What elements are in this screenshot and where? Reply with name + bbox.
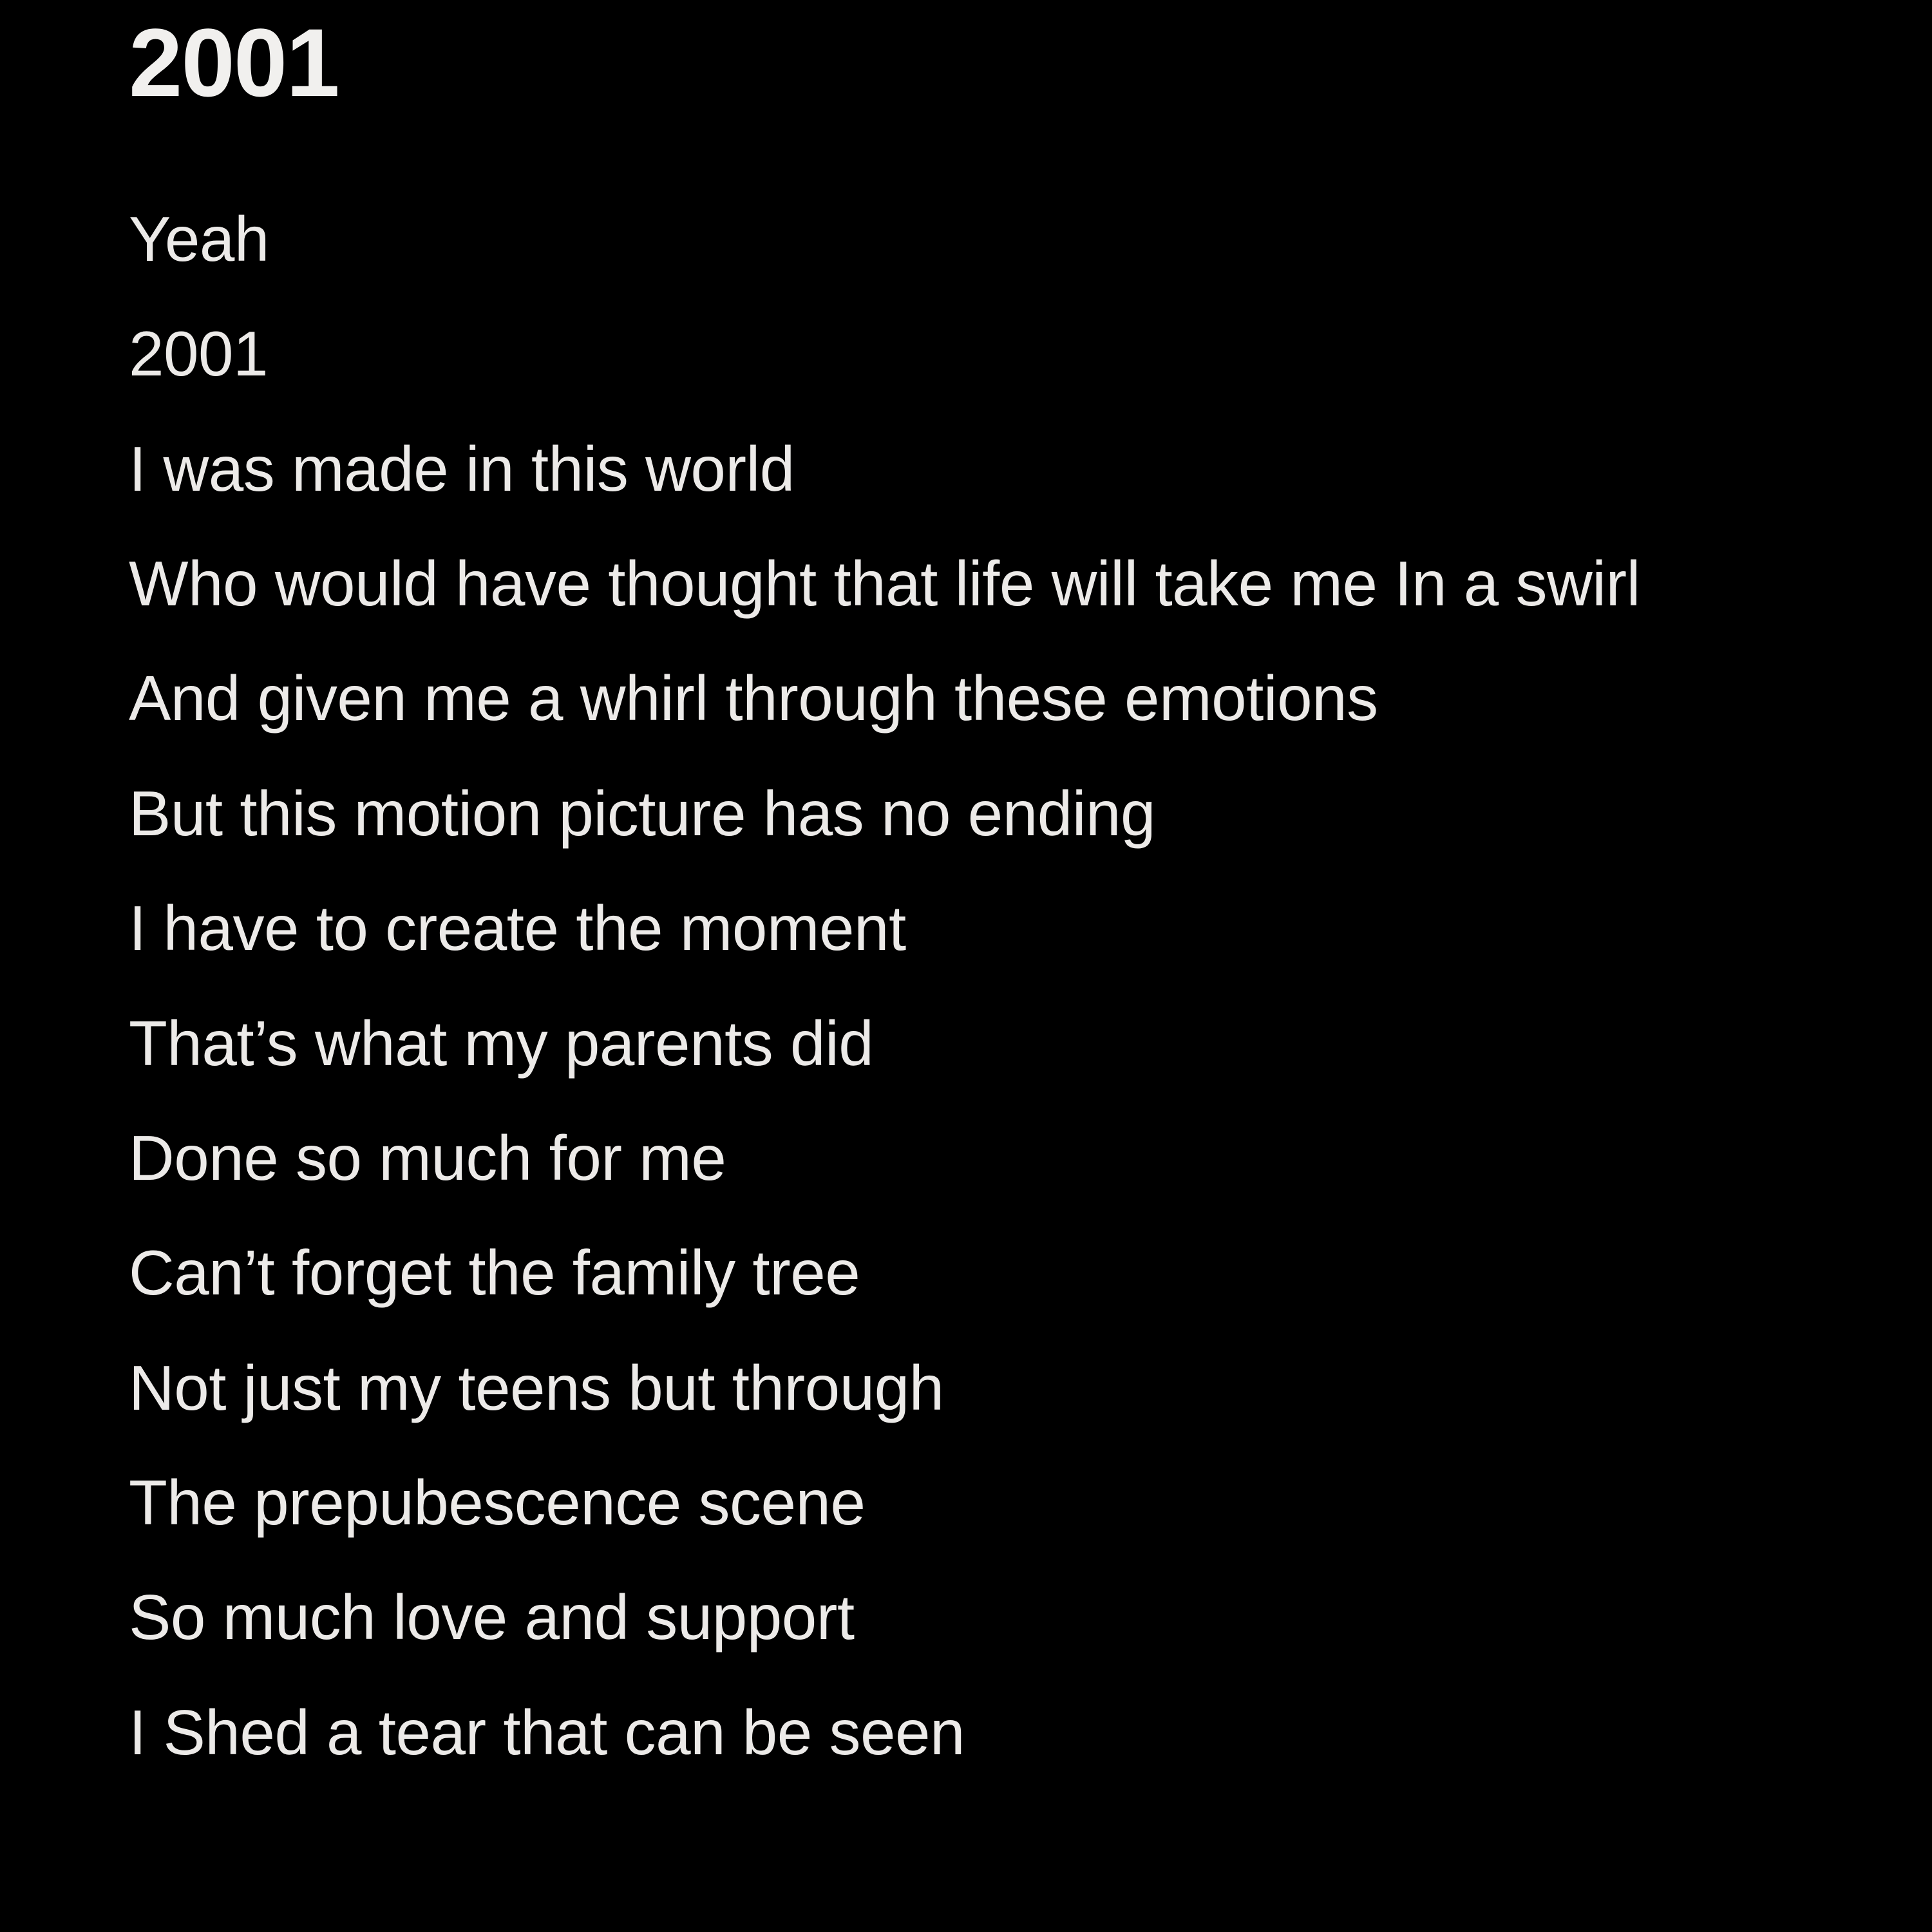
- lyric-line: So much love and support: [129, 1582, 855, 1653]
- lyric-line: That’s what my parents did: [129, 1007, 874, 1079]
- lyric-line: And given me a whirl through these emotions: [129, 663, 1378, 734]
- lyric-line: 2001: [129, 318, 269, 390]
- lyric-line: Can’t forget the family tree: [129, 1237, 860, 1309]
- lyric-line: The prepubescence scene: [129, 1466, 866, 1538]
- lyric-line: I have to create the moment: [129, 893, 906, 964]
- lyric-line: Who would have thought that life will take me In a swirl: [129, 548, 1640, 620]
- lyric-line: Done so much for me: [129, 1122, 726, 1193]
- lyric-line: But this motion picture has no ending: [129, 777, 1156, 849]
- lyric-line: Not just my teens but through: [129, 1352, 944, 1423]
- lyric-line: Yeah: [129, 204, 269, 274]
- lyrics-container: [129, 182, 1803, 1790]
- lyric-line: I was made in this world: [129, 433, 795, 504]
- lyric-line: I Shed a tear that can be seen: [129, 1696, 965, 1768]
- page-title: 2001: [129, 8, 339, 117]
